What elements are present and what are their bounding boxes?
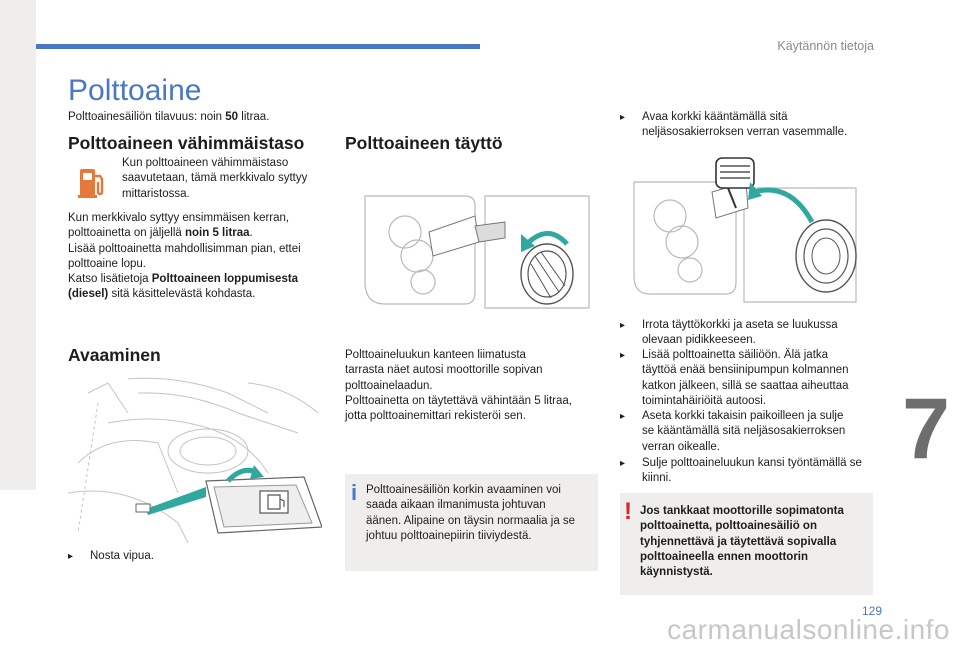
fuel-flap-illustration [345, 182, 599, 322]
capacity-value: 50 [225, 111, 239, 123]
step-line: verran oikealle. [642, 440, 720, 453]
bullet-marker: ▸ [620, 411, 626, 422]
heading-minimum-level: Polttoaineen vähimmäistaso [68, 133, 305, 153]
body-line [68, 272, 301, 287]
refuel-text [345, 348, 572, 424]
body-line: Lisää polttoainetta mahdollisimman pian, ettei [68, 242, 301, 255]
body-bold: noin 5 litraa [185, 227, 250, 240]
warning-line: Jos tankkaat moottorille sopimatonta [640, 505, 844, 517]
info-line: johtuu polttoainepiirin tiiviydestä. [366, 529, 532, 542]
info-line: saada aikaan ilmanimusta johtuvan [366, 499, 546, 512]
step-line: se kääntämällä sitä neljäsosakierroksen [642, 425, 846, 438]
watermark: carmanualsonline.info [667, 614, 950, 645]
step-line: täyttöä enää bensiinipumpun kolmannen [642, 364, 849, 377]
info-line: Polttoainesäiliön korkin avaaminen voi [366, 484, 561, 496]
header-rule [36, 44, 480, 49]
fuel-cap-illustration [620, 152, 874, 310]
left-margin-band [0, 0, 36, 490]
step-line: kiinni. [642, 472, 672, 485]
bullet-marker: ▸ [620, 458, 626, 469]
chapter-number: 7 [902, 381, 950, 477]
info-line: äänen. Alipaine on täysin normaalia ja se [366, 514, 576, 527]
step-add-fuel [620, 348, 849, 409]
step-close-flap [620, 456, 862, 487]
section-title: Käytännön tietoja [777, 39, 874, 53]
page-number: 129 [861, 604, 882, 618]
step-line: neljäsosakierroksen verran vasemmalle. [642, 126, 848, 139]
bullet-marker: ▸ [620, 350, 626, 361]
body-line: Kun merkkivalo syttyy ensimmäisen kerran, [68, 212, 290, 224]
body-line: polttoaine lopu. [68, 257, 147, 270]
warning-light-text [122, 156, 307, 202]
bullet-marker: ▸ [68, 551, 74, 562]
step-line: Lisää polttoainetta säiliöön. Älä jatka [642, 349, 829, 361]
warning-light-line-1: Kun polttoaineen vähimmäistaso [122, 157, 289, 169]
step-line: katkon jälkeen, sillä se saattaa aiheuttaa [642, 379, 849, 392]
info-text [366, 483, 575, 544]
minimum-level-body [68, 211, 301, 303]
capacity-prefix: Polttoainesäiliön tilavuus: noin [68, 111, 226, 123]
warning-line: tyhjennettävä ja täytettävä sopivalla [640, 535, 837, 548]
warning-line: polttoainetta, polttoainesäiliö on [640, 520, 817, 533]
opening-step [68, 549, 154, 564]
tank-capacity [68, 111, 269, 123]
info-icon: i [351, 480, 358, 505]
warning-line: polttoaineella ennen moottorin [640, 550, 809, 563]
body-text: polttoainetta on jäljellä [68, 227, 185, 240]
page-title: Polttoaine [68, 74, 202, 107]
body-line [68, 287, 301, 302]
refuel-line: jotta polttoainemittari rekisteröi sen. [345, 410, 526, 423]
step-line: olevaan pidikkeeseen. [642, 334, 756, 347]
warning-text [640, 504, 844, 580]
bullet-marker: ▸ [620, 112, 626, 123]
body-bold: (diesel) [68, 288, 109, 301]
refuel-line: tarrasta näet autosi moottorille sopivan [345, 364, 543, 377]
step-line: Avaa korkki kääntämällä sitä [642, 111, 788, 123]
refuel-line: Polttoaineluukun kanteen liimatusta [345, 349, 526, 361]
refuel-line: Polttoainetta on täytettävä vähintään 5 litraa, [345, 394, 572, 407]
heading-opening: Avaaminen [68, 345, 161, 365]
step-remove-cap [620, 318, 838, 349]
warning-light-line-2: saavutetaan, tämä merkkivalo syttyy [122, 172, 308, 185]
opening-lever-illustration [68, 373, 322, 543]
warning-light-line-3: mittaristossa. [122, 187, 190, 200]
fuel-pump-icon [77, 164, 107, 200]
step-line: toimintahäiriöitä autoosi. [642, 394, 767, 407]
step-open-cap [620, 110, 847, 141]
step-line: Irrota täyttökorkki ja aseta se luukussa [642, 319, 838, 331]
body-line [68, 226, 301, 241]
step-replace-cap [620, 409, 845, 455]
step-line: Sulje polttoaineluukun kansi työntämällä se [642, 457, 862, 469]
step-line: Aseta korkki takaisin paikoilleen ja sulje [642, 410, 844, 422]
bullet-marker: ▸ [620, 320, 626, 331]
warning-line: käynnistystä. [640, 566, 713, 579]
body-text: Katso lisätietoja [68, 273, 152, 286]
capacity-suffix: litraa. [238, 111, 270, 123]
heading-refuelling: Polttoaineen täyttö [345, 133, 503, 153]
refuel-line: polttoainelaadun. [345, 379, 433, 392]
opening-step-text: Nosta vipua. [90, 550, 154, 562]
warning-icon: ! [624, 498, 632, 525]
body-bold: Polttoaineen loppumisesta [151, 273, 299, 286]
body-text: sitä käsittelevästä kohdasta. [108, 288, 256, 301]
body-text: . [249, 227, 253, 240]
